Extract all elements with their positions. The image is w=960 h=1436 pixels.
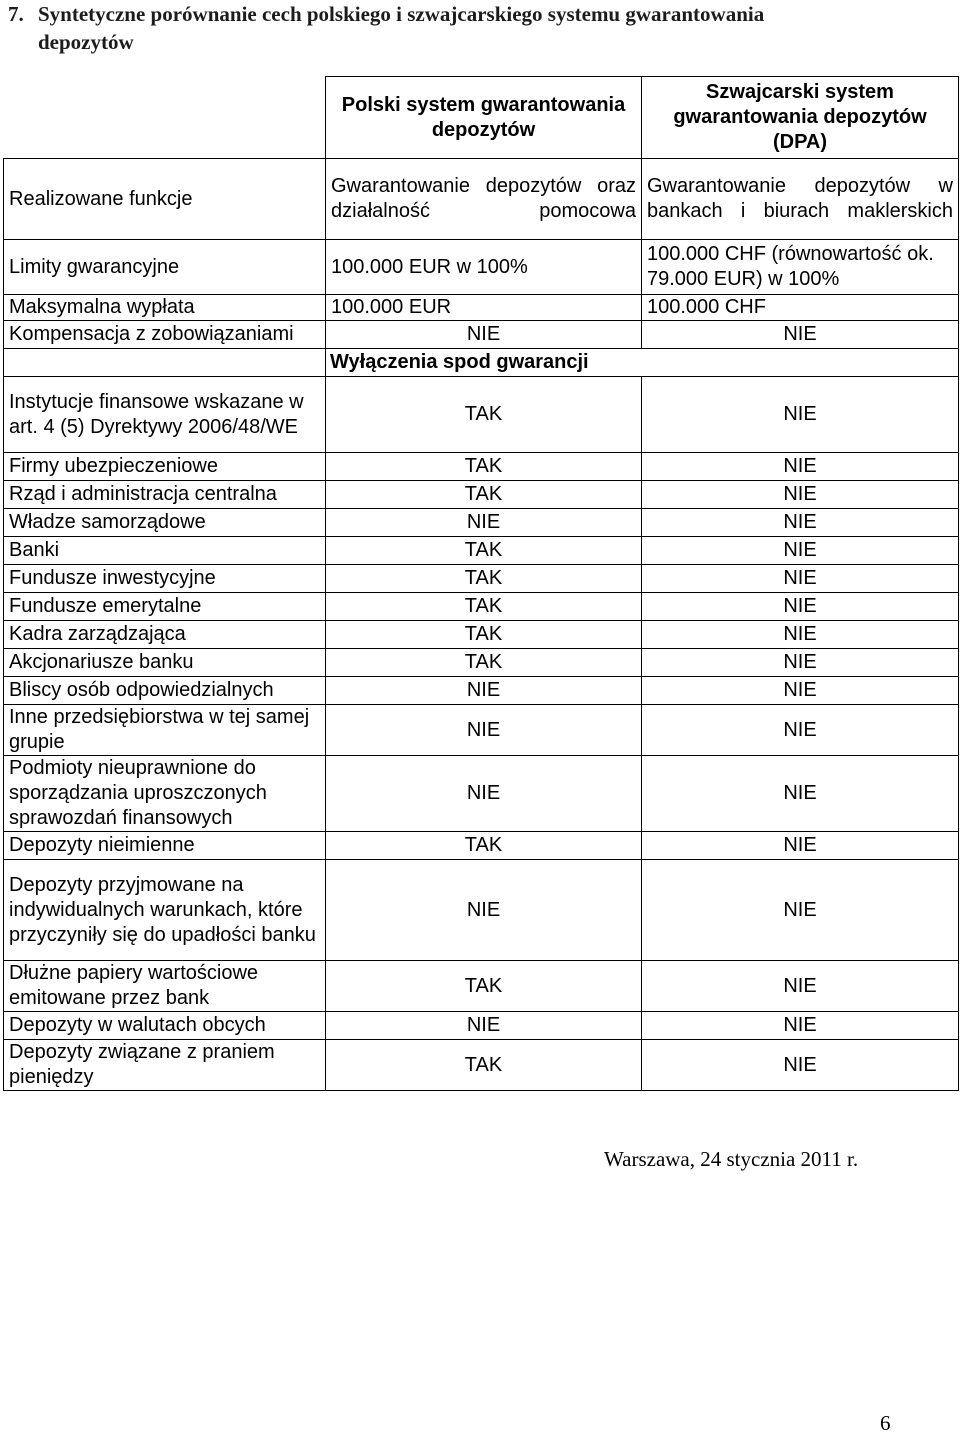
table-row [4, 593, 959, 621]
row-label: Rząd i administracja centralna [4, 481, 326, 509]
row-label: Realizowane funkcje [4, 159, 326, 240]
row-label: Instytucje finansowe wskazane w art. 4 (5) Dyrektywy 2006/48/WE [4, 377, 326, 453]
table-row [4, 159, 959, 240]
swiss-value: NIE [642, 481, 959, 509]
section-number: 7. [8, 2, 24, 26]
page-number: 6 [880, 1411, 891, 1435]
polish-value: TAK [326, 481, 642, 509]
swiss-value: 100.000 CHF (równowartość ok. 79.000 EUR) w 100% [642, 240, 959, 295]
exclusions-title: Wyłączenia spod gwarancji [326, 349, 959, 377]
polish-value: NIE [326, 756, 642, 832]
row-label: Akcjonariusze banku [4, 649, 326, 677]
empty-corner-cell [4, 77, 326, 159]
polish-value: NIE [326, 509, 642, 537]
swiss-value: NIE [642, 677, 959, 705]
row-label: Depozyty związane z praniem pieniędzy [4, 1040, 326, 1091]
swiss-value: NIE [642, 509, 959, 537]
table-row [4, 1040, 959, 1091]
polish-value: TAK [326, 1040, 642, 1091]
row-label: Firmy ubezpieczeniowe [4, 453, 326, 481]
comparison-table [3, 76, 959, 1091]
swiss-value: NIE [642, 1040, 959, 1091]
row-label: Depozyty w walutach obcych [4, 1012, 326, 1040]
swiss-value: NIE [642, 453, 959, 481]
table-header-row [4, 77, 959, 159]
polish-value: TAK [326, 377, 642, 453]
swiss-value: 100.000 CHF [642, 295, 959, 321]
table-row [4, 832, 959, 860]
table-row [4, 677, 959, 705]
table-row [4, 481, 959, 509]
empty-cell [4, 349, 326, 377]
row-label: Fundusze inwestycyjne [4, 565, 326, 593]
swiss-value: NIE [642, 705, 959, 756]
swiss-value: Gwarantowanie depozytów w bankach i biurach maklerskich [642, 159, 959, 240]
polish-value: NIE [326, 321, 642, 349]
swiss-value: NIE [642, 565, 959, 593]
table-row [4, 961, 959, 1012]
table-row [4, 537, 959, 565]
row-label: Fundusze emerytalne [4, 593, 326, 621]
table-row [4, 565, 959, 593]
swiss-value: NIE [642, 377, 959, 453]
row-label: Depozyty nieimienne [4, 832, 326, 860]
polish-value: TAK [326, 621, 642, 649]
document-date: Warszawa, 24 stycznia 2011 r. [604, 1147, 859, 1171]
row-label: Kadra zarządzająca [4, 621, 326, 649]
polish-value: 100.000 EUR [326, 295, 642, 321]
swiss-value: NIE [642, 537, 959, 565]
table-row [4, 453, 959, 481]
row-label: Podmioty nieuprawnione do sporządzania uproszczonych sprawozdań finansowych [4, 756, 326, 832]
header-polish-system: Polski system gwarantowania depozytów [326, 77, 642, 159]
row-label: Władze samorządowe [4, 509, 326, 537]
swiss-value: NIE [642, 1012, 959, 1040]
polish-value: TAK [326, 565, 642, 593]
row-label: Limity gwarancyjne [4, 240, 326, 295]
polish-value: NIE [326, 1012, 642, 1040]
polish-value: NIE [326, 705, 642, 756]
polish-value: NIE [326, 677, 642, 705]
swiss-value: NIE [642, 321, 959, 349]
swiss-value: NIE [642, 961, 959, 1012]
swiss-value: NIE [642, 593, 959, 621]
row-label: Depozyty przyjmowane na indywidualnych warunkach, które przyczyniły się do upadłości banku [4, 860, 326, 961]
swiss-value: NIE [642, 860, 959, 961]
row-label: Maksymalna wypłata [4, 295, 326, 321]
table-row [4, 1012, 959, 1040]
polish-value: TAK [326, 537, 642, 565]
header-swiss-system: Szwajcarski system gwarantowania depozytów (DPA) [642, 77, 959, 159]
table-row [4, 509, 959, 537]
swiss-value: NIE [642, 756, 959, 832]
table-row [4, 705, 959, 756]
section-heading [8, 0, 948, 56]
section-title-line2: depozytów [38, 30, 134, 54]
polish-value: TAK [326, 593, 642, 621]
swiss-value: NIE [642, 649, 959, 677]
table-row [4, 321, 959, 349]
polish-value: NIE [326, 860, 642, 961]
table-row [4, 295, 959, 321]
table-row [4, 649, 959, 677]
polish-value: 100.000 EUR w 100% [326, 240, 642, 295]
row-label: Dłużne papiery wartościowe emitowane przez bank [4, 961, 326, 1012]
exclusions-title-row [4, 349, 959, 377]
polish-value: TAK [326, 961, 642, 1012]
swiss-value: NIE [642, 832, 959, 860]
polish-value: TAK [326, 453, 642, 481]
table-row [4, 756, 959, 832]
polish-value: TAK [326, 649, 642, 677]
row-label: Banki [4, 537, 326, 565]
swiss-value: NIE [642, 621, 959, 649]
table-row [4, 860, 959, 961]
row-label: Kompensacja z zobowiązaniami [4, 321, 326, 349]
row-label: Inne przedsiębiorstwa w tej samej grupie [4, 705, 326, 756]
polish-value: TAK [326, 832, 642, 860]
row-label: Bliscy osób odpowiedzialnych [4, 677, 326, 705]
section-title-line1: Syntetyczne porównanie cech polskiego i szwajcarskiego systemu gwarantowania [38, 2, 765, 26]
table-row [4, 240, 959, 295]
table-row [4, 621, 959, 649]
polish-value: Gwarantowanie depozytów oraz działalność pomocowa [326, 159, 642, 240]
table-row [4, 377, 959, 453]
